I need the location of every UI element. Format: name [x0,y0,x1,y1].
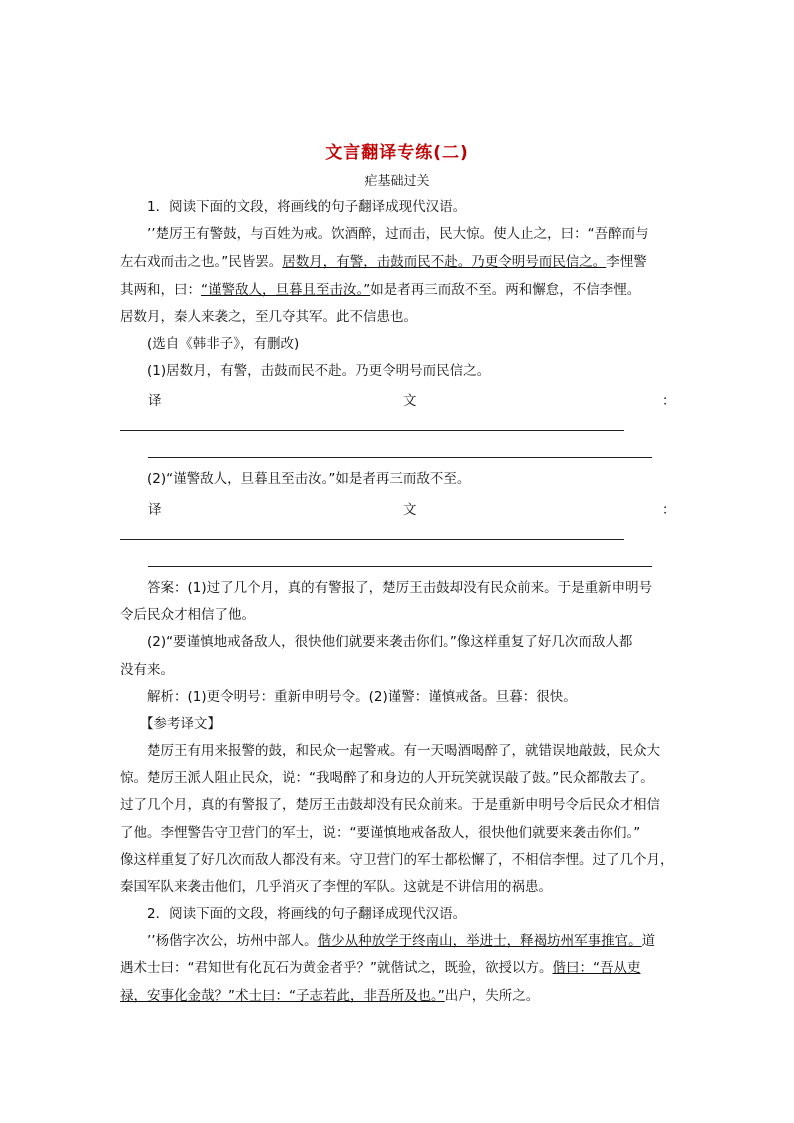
page-title: 文言翻译专练(二) [325,143,469,163]
translation-label-wen: 文 [403,393,417,409]
analysis-text: 解析：(1)更令明号：重新申明号令。(2)谨警：谨慎戒备。旦暮：很快。 [147,689,577,705]
answer-line-text: 没有来。 [120,662,174,678]
passage-1-line: 居数月，秦人来袭之，至几夺其军。此不信患也。 [120,309,417,325]
reference-translation-line: 惊。楚厉王派人阻止民众，说：“我喝醉了和身边的人开玩笑就误敲了鼓。”民众都散去了。 [120,770,654,786]
answer-line-text: 答案：(1)过了几个月，真的有警报了，楚厉王击鼓却没有民众前来。于是重新申明号 [147,580,653,596]
reference-translation-line: 秦国军队来袭击他们，几乎消灭了李悝的军队。这就是不讲信用的祸患。 [120,879,552,895]
passage-source: (选自《韩非子》，有删改) [147,336,300,352]
translation-label-colon: ： [662,502,676,518]
answer-line [120,539,624,540]
answer-line [148,457,652,458]
question-1-prompt: 1．阅读下面的文段，将画线的句子翻译成现代汉语。 [147,199,467,215]
reference-translation-line: 像这样重复了好几次而敌人都没有来。守卫营门的军士都松懈了，不相信李悝。过了几个月， [120,852,674,868]
question-2-prompt: 2．阅读下面的文段，将画线的句子翻译成现代汉语。 [147,906,467,922]
answer-line [148,566,652,567]
passage-2-line: 遇术士曰：“君知世有化瓦石为黄金者乎？”就偕试之，既验，欲授以方。偕曰：“吾从吏 [120,960,641,976]
underlined-sentence-2: “谨警敌人，旦暮且至击汝。” [201,282,371,298]
passage-1-line: ’’楚厉王有警鼓，与百姓为戒。饮酒醉，过而击，民大惊。使人止之，曰：“吾醉而与 [147,226,649,242]
reference-translation-line: 了他。李悝警告守卫营门的军士，说：“要谨慎地戒备敌人，很快他们就要来袭击你们。” [120,825,641,841]
translation-label-yi: 译 [148,393,162,409]
reference-translation-line: 楚厉王有用来报警的鼓，和民众一起警戒。有一天喝酒喝醉了，就错误地敲鼓，民众大 [147,743,660,759]
passage-2-line: 禄，安事化金哉？”术士曰：“子志若此，非吾所及也。”出户，失所之。 [120,988,540,1004]
sentence-1-prompt: (1)居数月，有警，击鼓而民不赴。乃更令明号而民信之。 [147,363,491,379]
passage-1-line: 左右戏而击之也。”民皆罢。居数月，有警，击鼓而民不赴。乃更令明号而民信之。李悝警 [120,254,647,270]
translation-label-colon: ： [662,393,676,409]
passage-1-line: 其两和，曰：“谨警敌人，旦暮且至击汝。”如是者再三而敌不至。两和懈怠，不信李悝。 [120,282,641,298]
underlined-sentence-3: 偕少从种放学于终南山，举进士，释褐坊州军事推官。 [317,933,642,949]
underlined-sentence-4-cont: 禄，安事化金哉？”术士曰：“子志若此，非吾所及也。” [120,988,445,1004]
answer-line-text: 令后民众才相信了他。 [120,607,255,623]
passage-2-line: ’’杨偕字次公，坊州中部人。偕少从种放学于终南山，举进士，释褐坊州军事推官。道 [147,933,656,949]
translation-label-wen: 文 [403,502,417,518]
section-subtitle: 疟基础过关 [364,174,430,189]
translation-label-yi: 译 [148,502,162,518]
answer-line [120,430,624,431]
answer-line-text: (2)“要谨慎地戒备敌人，很快他们就要来袭击你们。”像这样重复了好几次而敌人都 [147,634,633,650]
underlined-sentence-1: 居数月，有警，击鼓而民不赴。乃更令明号而民信之。 [282,254,607,270]
underlined-sentence-4: 偕曰：“吾从吏 [552,960,641,976]
reference-translation-line: 过了几个月，真的有警报了，楚厉王击鼓却没有民众前来。于是重新申明号令后民众才相信 [120,797,660,813]
reference-translation-heading: 【参考译文】 [140,716,221,732]
sentence-2-prompt: (2)“谨警敌人，旦暮且至击汝。”如是者再三而敌不至。 [147,471,471,487]
